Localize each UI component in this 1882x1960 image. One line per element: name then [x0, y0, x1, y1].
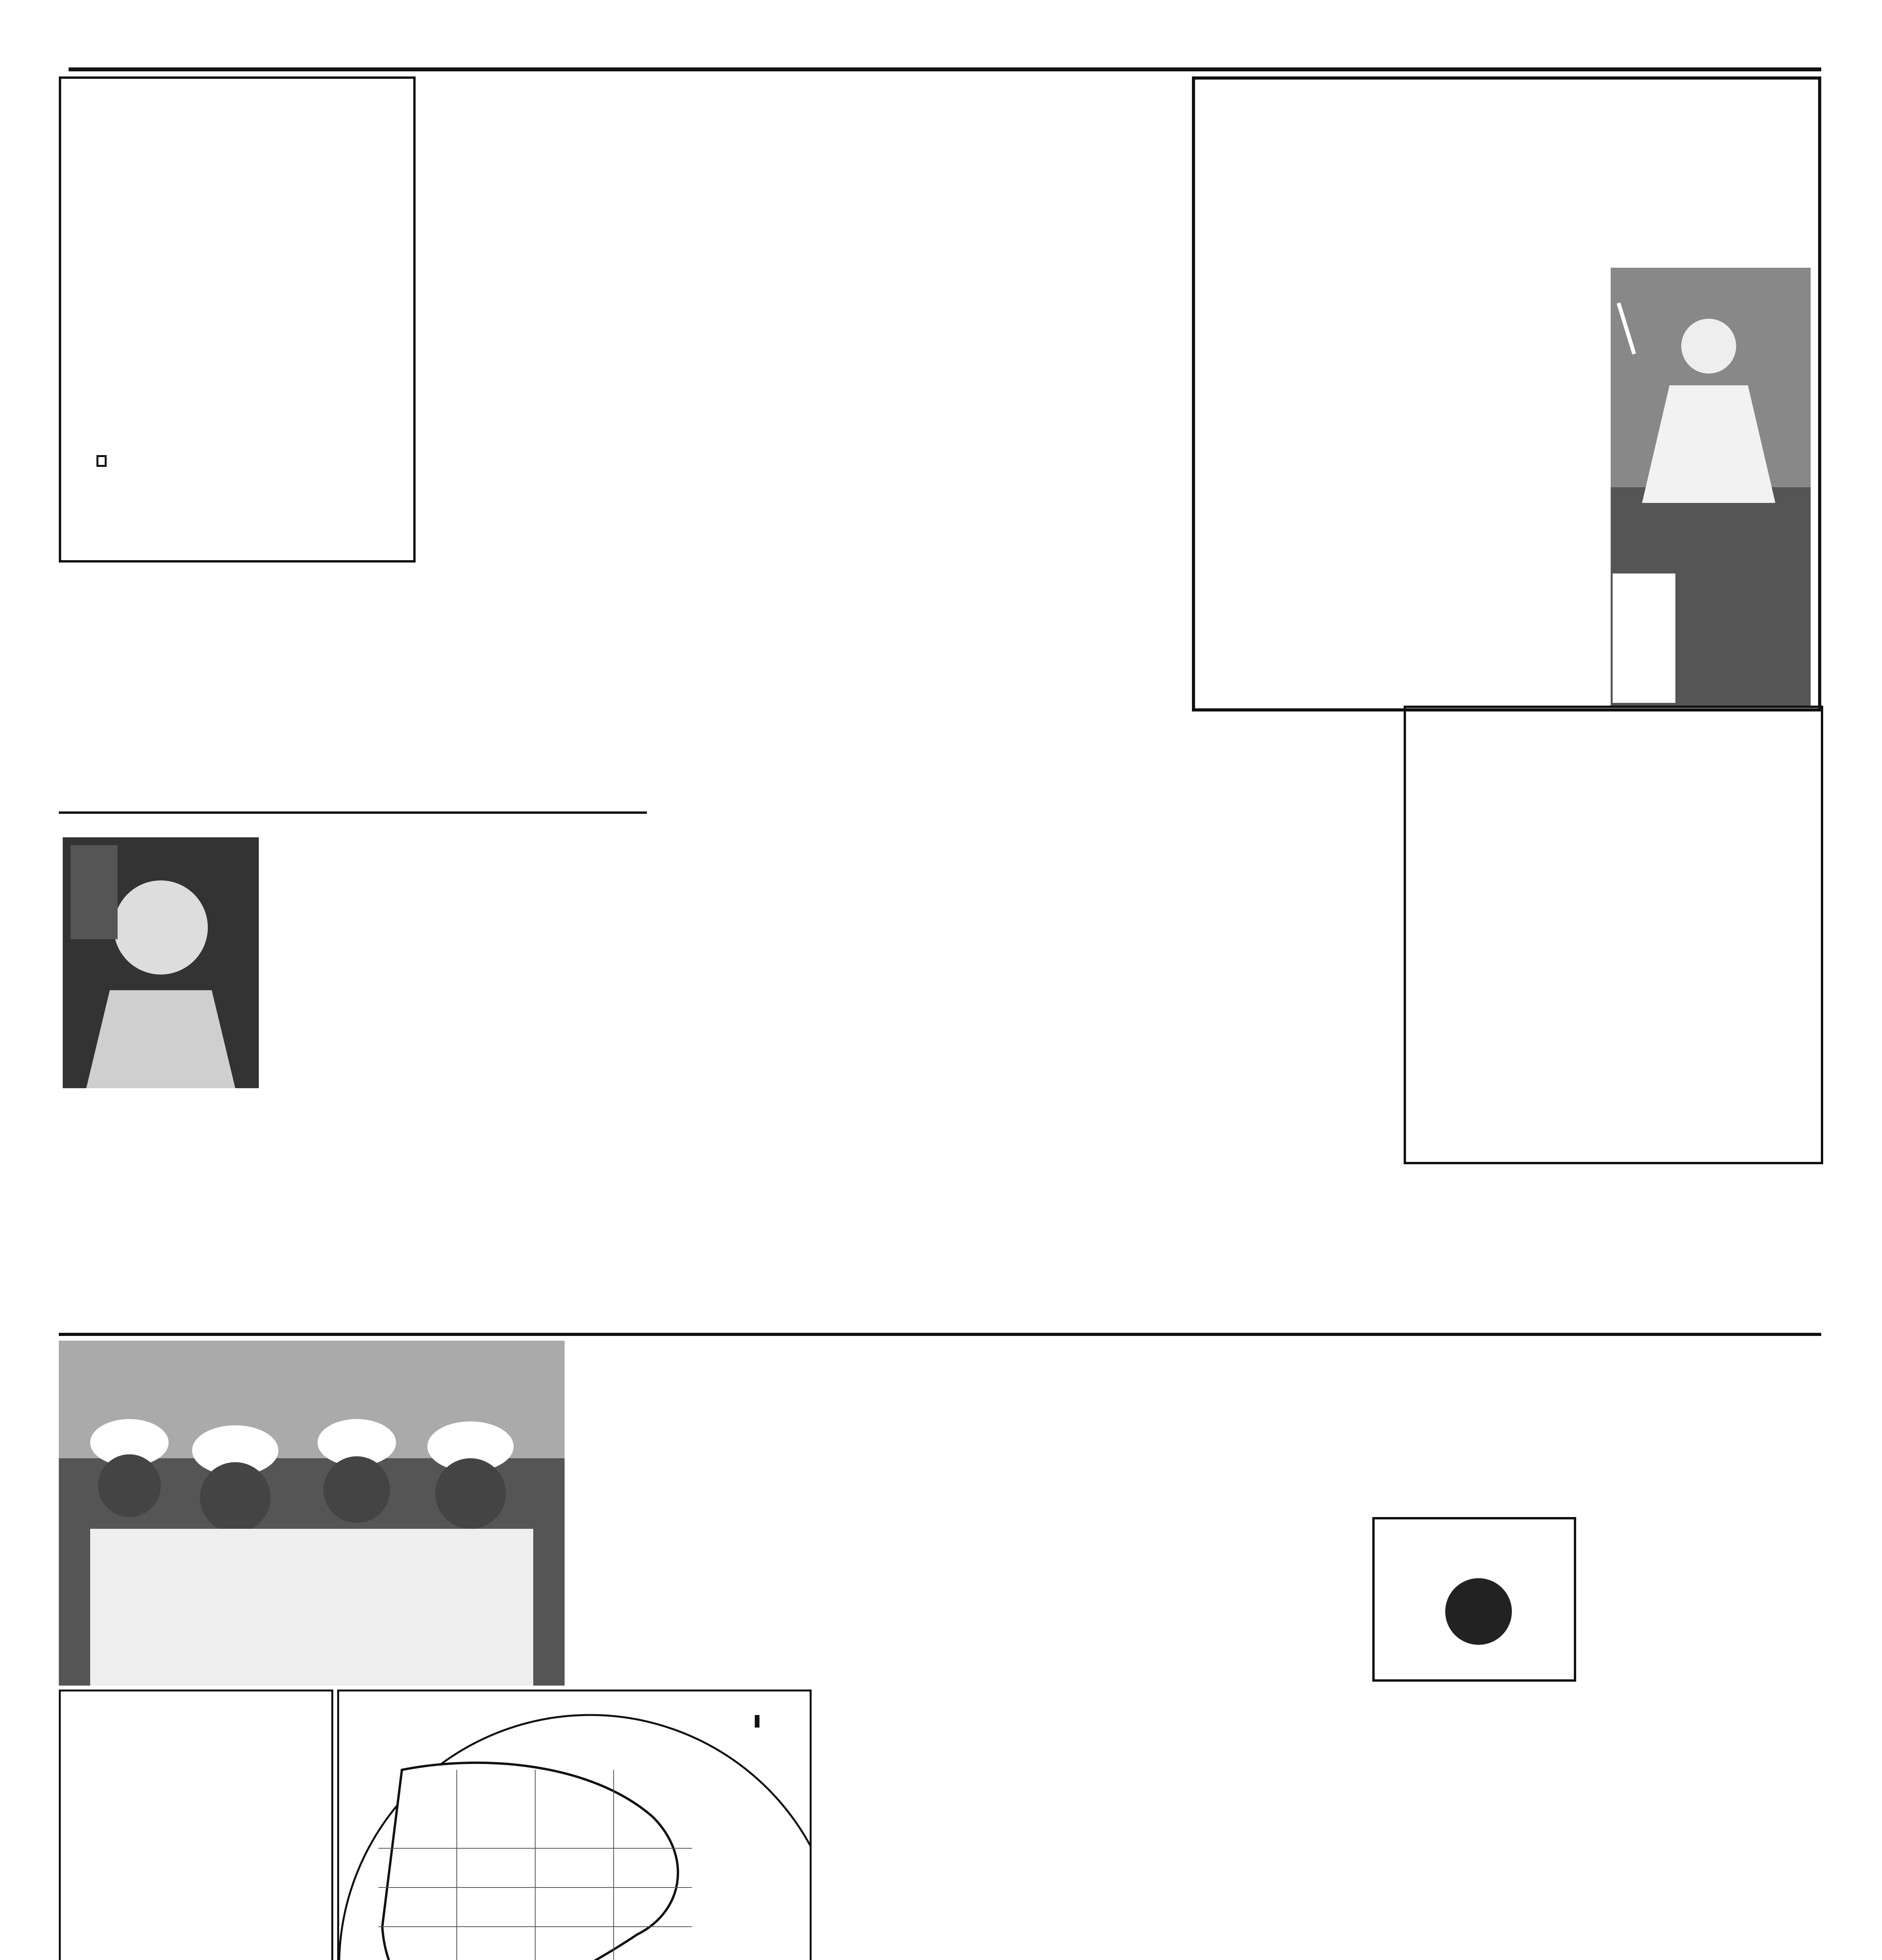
sally-body	[263, 826, 431, 1319]
law-body	[140, 87, 343, 553]
military-body	[420, 76, 619, 374]
world-affairs-tag	[96, 455, 107, 467]
korea-story	[59, 568, 533, 804]
premier-body	[65, 1695, 257, 1960]
editorial-body-3	[816, 1623, 870, 1819]
law-column	[59, 76, 416, 563]
masthead	[0, 0, 1882, 69]
masthead-rule	[69, 67, 1821, 71]
vietnam-body	[1414, 716, 1641, 1155]
ne-asia-map	[337, 1690, 812, 1960]
premier-story	[59, 1690, 333, 1960]
nuke-body	[1027, 416, 1106, 694]
lower-body-2	[816, 1819, 1078, 1960]
mx-story	[1176, 733, 1404, 1337]
nuke-story	[1027, 416, 1192, 698]
photo-caption	[572, 1341, 631, 1686]
palestine-body-2	[1000, 933, 1090, 1301]
editorial-body-2	[933, 1341, 1345, 1815]
globe-icon	[1445, 1578, 1512, 1645]
ne-asia-title	[755, 1715, 759, 1728]
sally-sidebar	[59, 811, 647, 1325]
map-weekly-box	[1372, 1517, 1576, 1682]
lead-body	[1203, 268, 1607, 566]
editorial-rule	[59, 1333, 1821, 1336]
vietnam-story	[1404, 706, 1823, 1164]
officials-photo	[59, 1341, 565, 1686]
palestine-body	[655, 933, 835, 1301]
palestine-story	[655, 933, 1172, 1305]
korea-body	[59, 702, 529, 800]
mx-body	[1176, 733, 1341, 1329]
lead-story	[1192, 76, 1821, 711]
sally-photo	[63, 837, 259, 1088]
pope-photo-caption	[1613, 573, 1675, 703]
military-story	[420, 76, 808, 382]
